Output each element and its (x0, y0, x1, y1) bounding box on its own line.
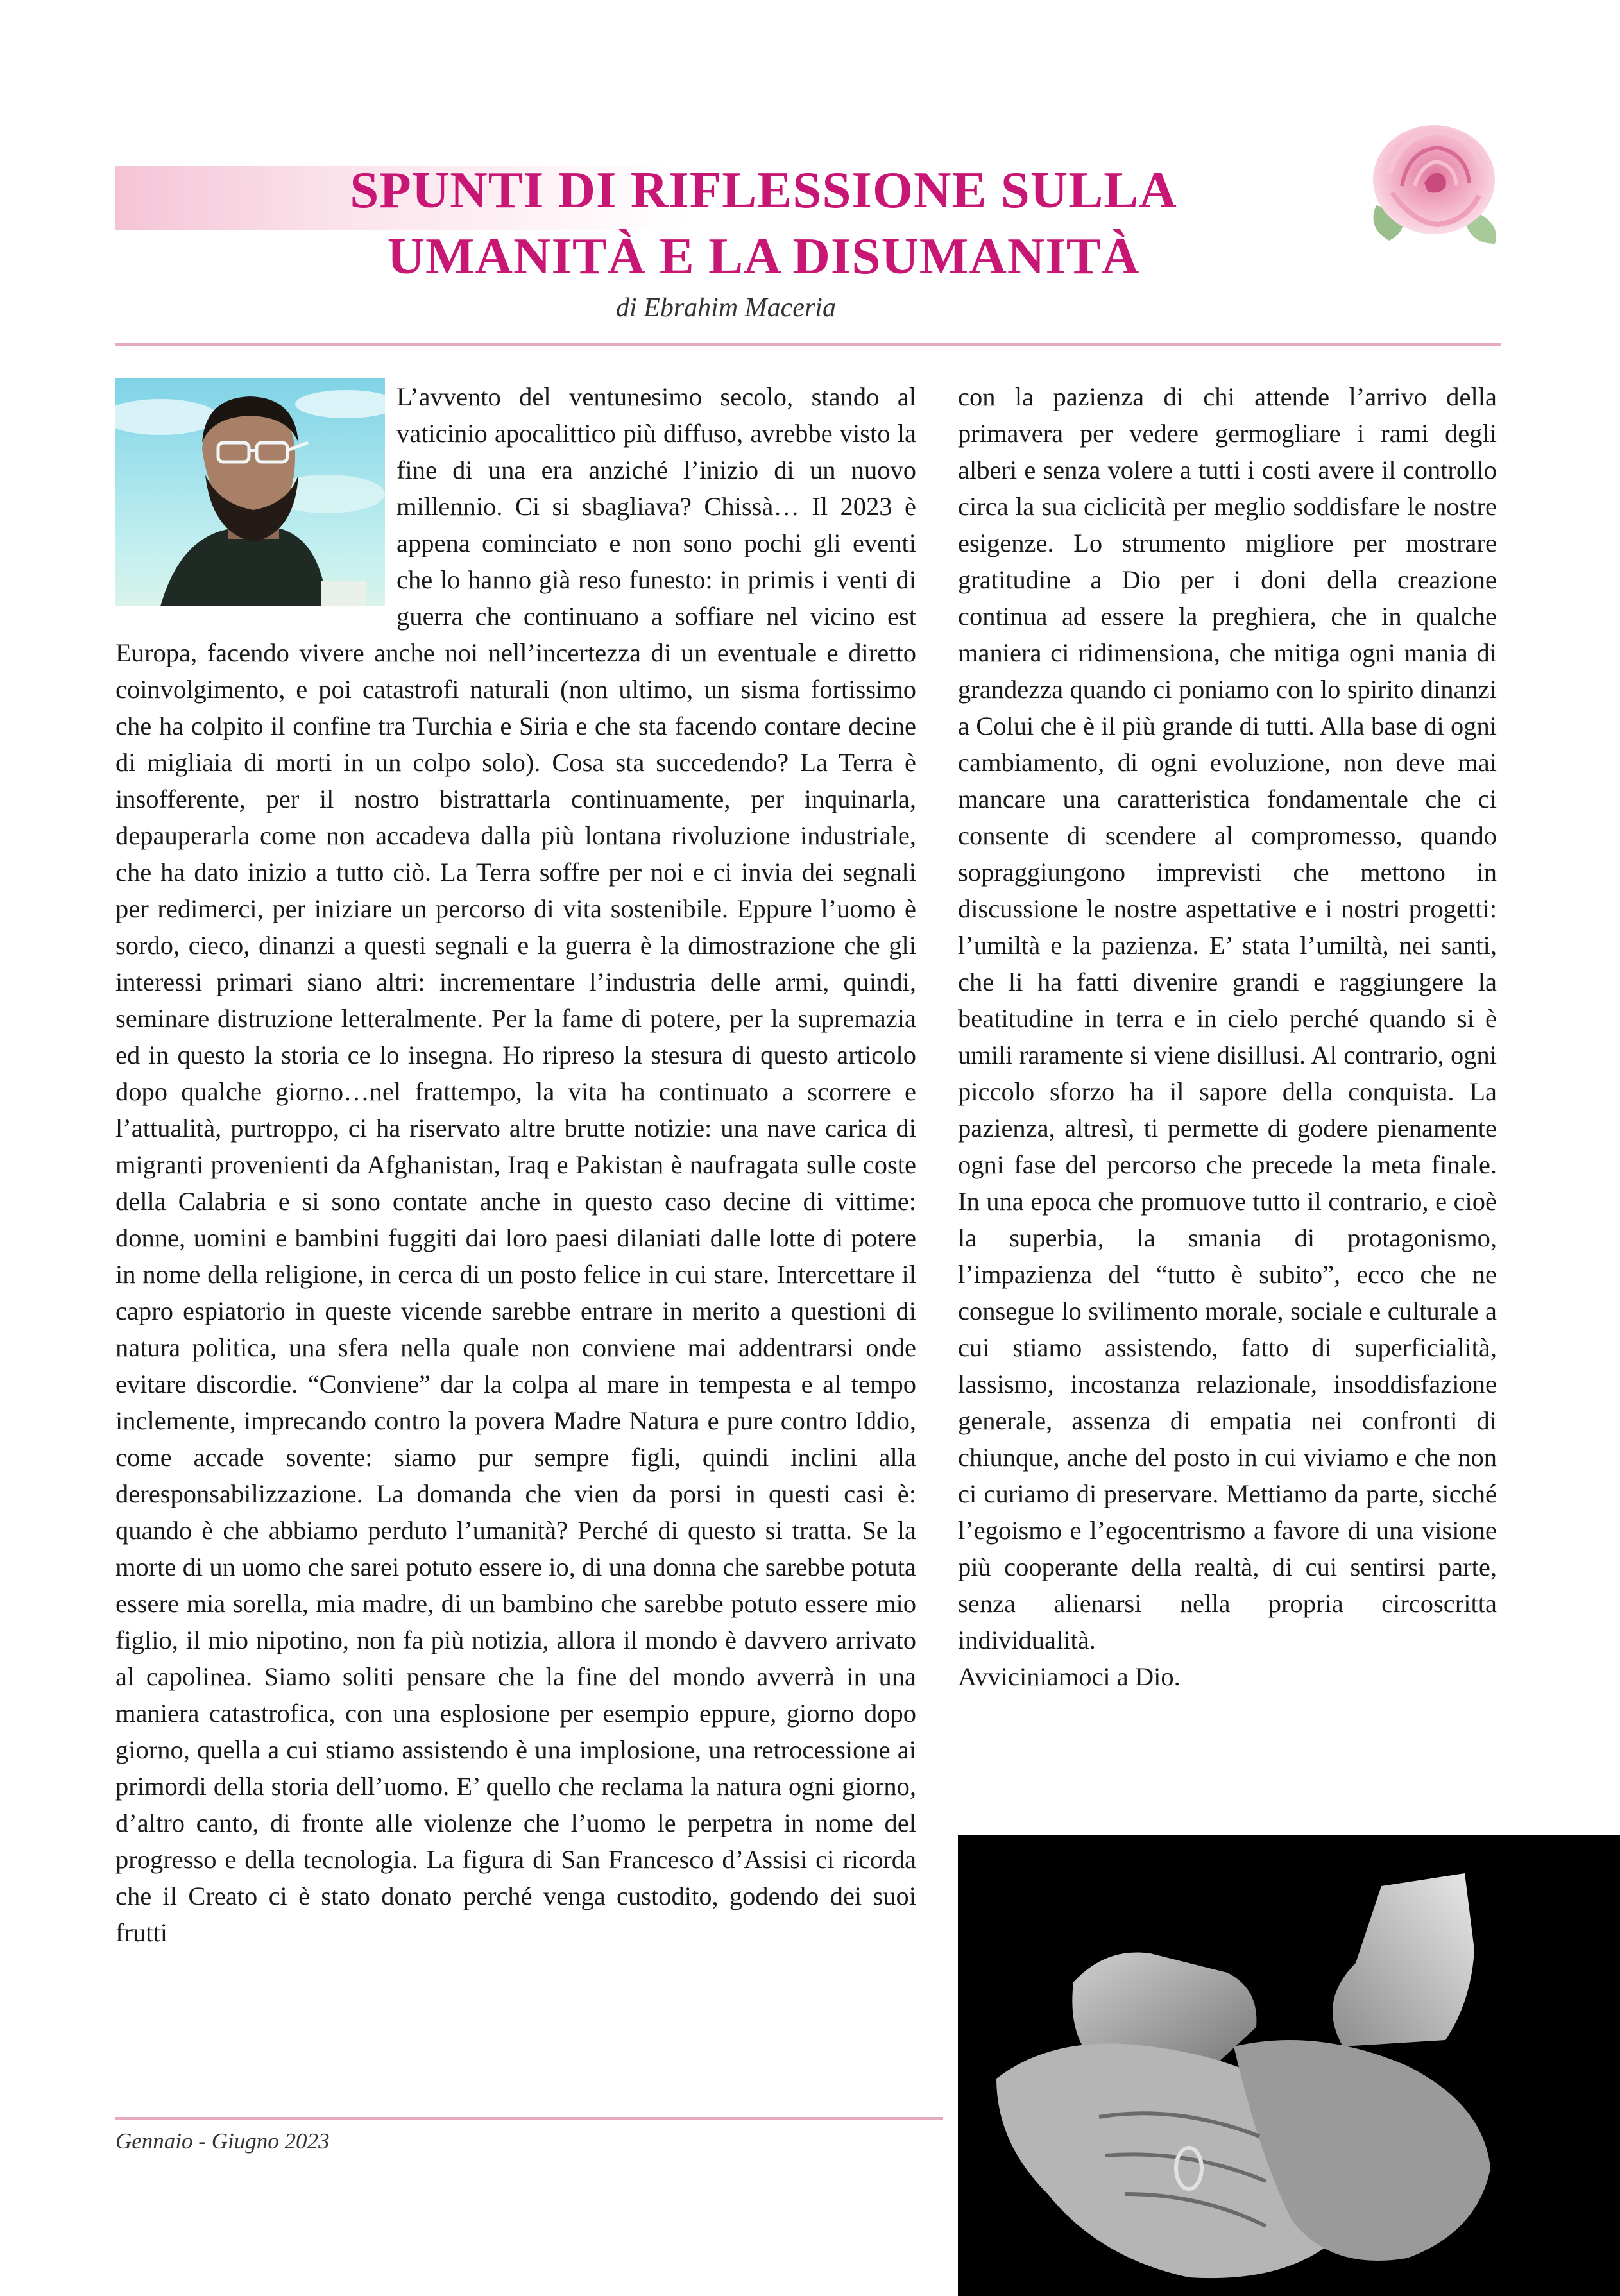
title-line-2: UMANITÀ E LA DISUMANITÀ (387, 227, 1140, 285)
closing-line: Avviciniamoci a Dio. (958, 1662, 1181, 1691)
rose-decoration (1363, 115, 1505, 247)
title-line-1: SPUNTI DI RIFLESSIONE SULLA (350, 161, 1177, 219)
bottom-divider (115, 2117, 943, 2120)
hands-photo (958, 1835, 1620, 2296)
article-title (231, 157, 1296, 289)
issue-footer: Gennaio - Giugno 2023 (115, 2129, 330, 2154)
article-body-left (115, 378, 916, 2123)
article-paragraph-continued: con la pazienza di chi attende l’arrivo della primavera per vedere germogliare i rami degli alberi e senza volere a tutti i costi avere il controllo circa la sua ciclicità per meglio soddisfare le nostre esigenze. Lo strumento migliore per mostrare gratitudine a Dio per i doni della creazione continua ad essere la preghiera, che in qualche maniera ci ridimensiona, che mitiga ogni mania di grandezza quando ci poniamo con lo spirito dinanzi a Colui che è il più grande di tutti. Alla base di ogni cambiamento, di ogni evoluzione, non deve mai mancare una caratteristica fondamentale che ci consente di scendere al compromesso, quando sopraggiungono imprevisti che mettono in discussione le nostre aspettative e i nostri progetti: l’umiltà e la pazienza. E’ stata l’umiltà, nei santi, che li ha fatti divenire grandi e raggiungere la beatitudine in terra e in cielo perché quando si è umili raramente si viene disillusi. Al contrario, ogni piccolo sforzo ha il sapore della conquista. La pazienza, altresì, ti permette di godere pienamente ogni fase del percorso che precede la meta finale. In una epoca che promuove tutto il contrario, e cioè la superbia, la smania di protagonismo, l’impazienza del “tutto è subito”, ecco che ne consegue lo svilimento morale, sociale e culturale a cui stiamo assistendo, fatto di superficialità, lassismo, incostanza relazionale, insoddisfazione generale, assenza di empatia nei confronti di chiunque, anche del posto in cui viviamo e che non ci curiamo di preservare. Mettiamo da parte, sicché l’egoismo e l’egocentrismo a favore di una visione più cooperante della realtà, di cui sentirsi parte, senza alienarsi nella propria circoscritta individualità. (958, 382, 1497, 1654)
article-body-right (958, 378, 1497, 1695)
top-divider (115, 343, 1501, 346)
author-byline: di Ebrahim Maceria (616, 293, 836, 323)
photo-wrap-spacer (115, 378, 396, 615)
article-paragraph: L’avvento del ventunesimo secolo, stando al vaticinio apocalittico più diffuso, avrebbe visto la fine di una era anziché l’inizio di un nuovo millennio. Ci si sbagliava? Chissà… Il 2023 è appena cominciato e non sono pochi gli eventi che lo hanno già reso funesto: in primis i venti di guerra che continuano a soffiare nel vicino est Europa, facendo vivere anche noi nell’incertezza di un eventuale e diretto coinvolgimento, e poi catastrofi naturali (non ultimo, un sisma fortissimo che ha colpito il confine tra Turchia e Siria e che sta facendo contare decine di migliaia di morti in un colpo solo). Cosa sta succedendo? La Terra è insofferente, per il nostro bistrattarla continuamente, per inquinarla, depauperarla come non accadeva dalla più lontana rivoluzione industriale, che ha dato inizio a tutto ciò. La Terra soffre per noi e ci invia dei segnali per redimerci, per iniziare un percorso di vita sostenibile. Eppure l’uomo è sordo, cieco, dinanzi a questi segnali e la guerra è la dimostrazione che gli interessi primari siano altri: incrementare l’industria delle armi, quindi, seminare distruzione letteralmente. Per la fame di potere, per la supremazia ed in questo la storia ce lo insegna. Ho ripreso la stesura di questo articolo dopo qualche giorno…nel frattempo, la vita ha continuato a scorrere e l’attualità, purtroppo, ci ha riservato altre brutte notizie: una nave carica di migranti provenienti da Afghanistan, Iraq e Pakistan è naufragata sulle coste della Calabria e si sono contate anche in questo caso decine di vittime: donne, uomini e bambini fuggiti dai loro paesi dilaniati dalle lotte di potere in nome della religione, in cerca di un posto felice in cui stare. Intercettare il capro espiatorio in queste vicende sarebbe entrare in merito a questioni di natura politica, una sfera nella quale non conviene mai addentrarsi onde evitare discordie. “Conviene” dar la colpa al mare in tempesta e al tempo inclemente, imprecando contro la povera Madre Natura e pure contro Iddio, come accade sovente: siamo pur sempre figli, quindi inclini alla deresponsabilizzazione. La domanda che vien da porsi in questi casi è: quando è che abbiamo perduto l’umanità? Perché di questo si tratta. Se la morte di un uomo che sarei potuto essere io, di una donna che sarebbe potuta essere mia sorella, mia madre, di un bambino che sarebbe potuto essere mio figlio, il mio nipotino, non fa più notizia, allora il mondo è davvero arrivato al capolinea. Siamo soliti pensare che la fine del mondo avverrà in una maniera catastrofica, con una esplosione per esempio eppure, giorno dopo giorno, quella a cui stiamo assistendo è una implosione, una retrocessione ai primordi della storia dell’uomo. E’ quello che reclama la natura ogni giorno, d’altro canto, di fronte alle violenze che l’uomo le perpetra in nome del progresso e della tecnologia. La figura di San Francesco d’Assisi ci ricorda che il Creato ci è stato donato perché venga custodito, godendo dei suoi frutti (115, 382, 916, 1947)
